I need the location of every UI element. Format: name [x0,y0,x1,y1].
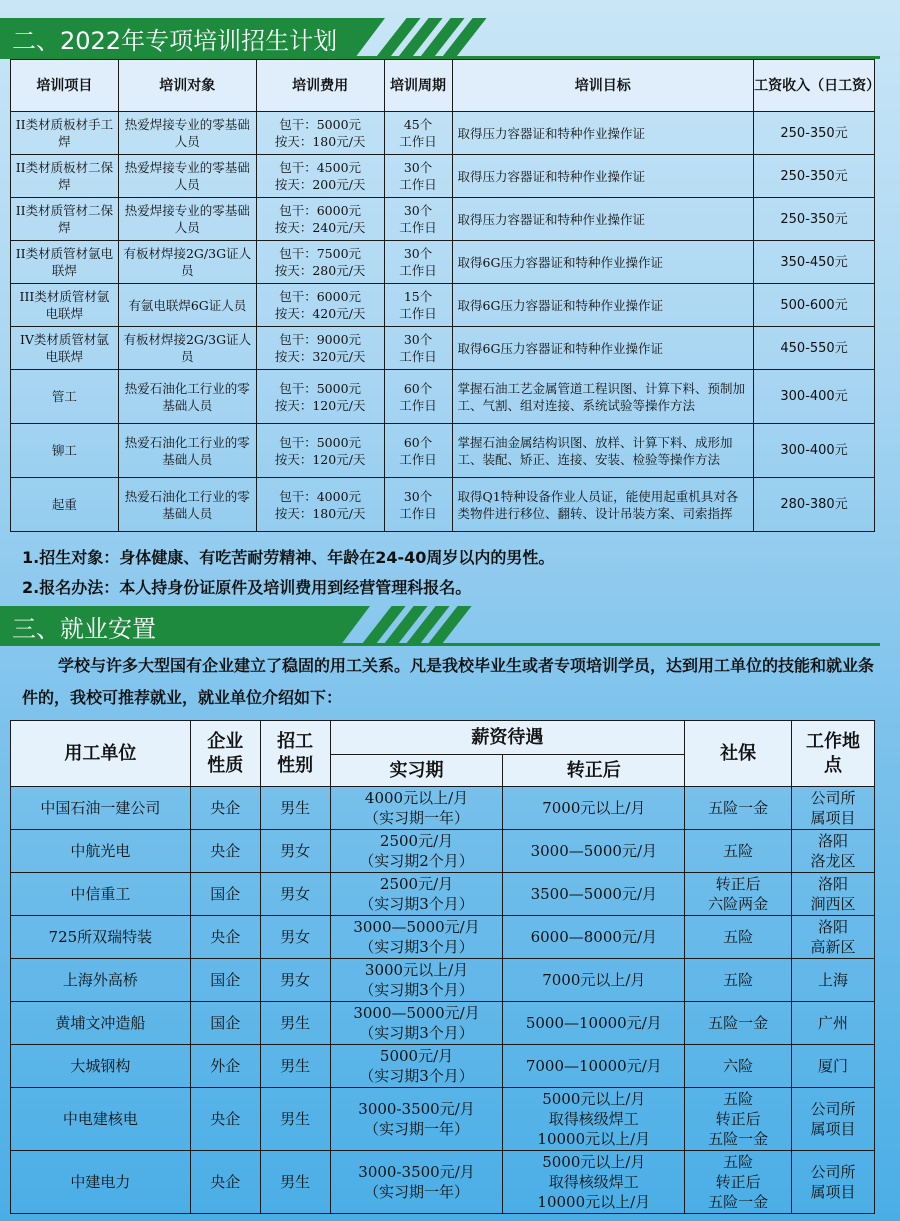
cell-unit: 中航光电 [11,830,191,873]
cell-line: 上海 [818,971,849,989]
cell-line: 工作日 [399,306,437,321]
cell-salary: 500-600元 [754,284,875,327]
cell-line: 五险一金 [708,1130,769,1148]
cell-line: （实习期3个月） [359,1024,474,1042]
cell-line: 工作日 [399,505,437,521]
cell-line: 按天：280元/天 [274,263,366,278]
cell-target: 热爱焊接专业的零基础人员 [118,155,256,198]
cell-line: 工作日 [399,349,437,364]
table-row [11,241,875,284]
cell-project: II类材质管材氩电联焊 [11,241,119,284]
header-project: 培训项目 [11,60,119,112]
cell-line: 工作日 [399,263,437,278]
cell-line: 工作日 [399,451,437,467]
cell-line: 60个 [403,380,433,396]
cell-line: 按天：180元/天 [274,134,366,149]
cell-location [792,1151,875,1214]
cell-nature: 央企 [190,1151,260,1214]
cell-line: （实习期3个月） [359,1067,474,1085]
cell-social [685,1045,792,1088]
cell-salary: 300-400元 [754,424,875,478]
cell-period [384,198,452,241]
cell-goal: 取得6G压力容器证和特种作业操作证 [452,327,754,370]
cell-target: 有板材焊接2G/3G证人员 [118,241,256,284]
cell-intern [330,916,503,959]
cell-regular [503,830,685,873]
cell-line: 洛阳 [818,832,849,850]
cell-regular [503,916,685,959]
section3-header [0,606,464,646]
header-stripes [376,606,464,646]
cell-location [792,1045,875,1088]
cell-period [384,284,452,327]
cell-line: 3000-3500元/月 [358,1100,475,1118]
cell-line: 五险 [723,1153,754,1171]
cell-nature: 央企 [190,1088,260,1151]
cell-project: II类材质板材手工焊 [11,112,119,155]
employment-paragraph: 学校与许多大型国有企业建立了稳固的用工关系。凡是我校毕业生或者专项培训学员，达到用工单位的技能和就业条件的，我校可推荐就业，就业单位介绍如下： [22,656,875,707]
cell-salary: 450-550元 [754,327,875,370]
cell-line: 6000—8000元/月 [530,928,657,946]
cell-period [384,241,452,284]
cell-line: 公司所 [810,1163,856,1181]
cell-period [384,478,452,532]
cell-line: 公司所 [810,789,856,807]
cell-project: II类材质管材二保焊 [11,198,119,241]
training-plan-table [10,59,881,532]
section2-header [0,18,479,58]
header-regular: 转正后 [503,755,685,787]
cell-fee [256,327,384,370]
cell-line: 3000—5000元/月 [353,1004,480,1022]
cell-regular [503,1002,685,1045]
cell-line: 按天：200元/天 [274,177,366,192]
cell-line: 包干：4500元 [279,160,362,175]
cell-line: （实习期一年） [364,1120,470,1138]
cell-intern [330,959,503,1002]
table-row [11,284,875,327]
cell-line: 10000元以上/月 [537,1130,651,1148]
cell-line: 洛阳 [818,875,849,893]
cell-intern [330,1088,503,1151]
cell-intern [330,830,503,873]
cell-intern [330,1151,503,1214]
cell-line: 包干：6000元 [279,203,362,218]
cell-location [792,959,875,1002]
cell-line: （实习期2个月） [359,852,474,870]
table-row [11,370,875,424]
cell-line: 3000—5000元/月 [530,842,657,860]
cell-intern [330,787,503,830]
cell-nature: 国企 [190,1002,260,1045]
cell-line: 广州 [818,1014,849,1032]
header-target: 培训对象 [118,60,256,112]
header-intern: 实习期 [330,755,503,787]
cell-intern [330,1045,503,1088]
cell-line: 五险 [723,842,754,860]
cell-regular [503,787,685,830]
cell-fee [256,284,384,327]
table-row [11,873,875,916]
employment-header-row [11,721,875,755]
cell-goal: 取得压力容器证和特种作业操作证 [452,155,754,198]
cell-nature: 外企 [190,1045,260,1088]
cell-intern [330,1002,503,1045]
cell-intern [330,873,503,916]
cell-line: 五险一金 [708,799,769,817]
cell-gender: 男女 [260,830,330,873]
cell-fee [256,198,384,241]
cell-gender: 男女 [260,916,330,959]
header-period: 培训周期 [384,60,452,112]
cell-social [685,787,792,830]
cell-nature: 国企 [190,959,260,1002]
table-row [11,1088,875,1151]
cell-line: 五险一金 [708,1014,769,1032]
cell-gender: 男生 [260,787,330,830]
table-row [11,478,875,532]
cell-line: 7000元以上/月 [542,971,646,989]
cell-line: 45个 [403,117,433,132]
cell-line: 2500元/月 [379,875,454,893]
cell-line: 五险一金 [708,1193,769,1211]
cell-line: 4000元以上/月 [364,789,469,807]
cell-line: 30个 [403,332,433,347]
cell-regular [503,873,685,916]
cell-nature: 国企 [190,873,260,916]
cell-gender: 男生 [260,1045,330,1088]
cell-goal: 掌握石油金属结构识图、放样、计算下料、成形加工、装配、矫正、连接、安装、检验等操作方法 [452,424,754,478]
cell-line: 30个 [403,160,433,175]
cell-salary: 250-350元 [754,198,875,241]
cell-gender: 男女 [260,959,330,1002]
header-social: 社保 [685,721,792,787]
cell-social [685,959,792,1002]
cell-line: 3000—5000元/月 [353,918,480,936]
cell-line: （实习期3个月） [359,981,474,999]
section3-title: 三、就业安置 [0,606,340,646]
header-nature: 企业性质 [190,721,260,787]
cell-period [384,327,452,370]
cell-salary: 280-380元 [754,478,875,532]
table-row [11,787,875,830]
cell-line: 高新区 [810,938,856,956]
cell-social [685,916,792,959]
cell-unit: 上海外高桥 [11,959,191,1002]
header-fee: 培训费用 [256,60,384,112]
cell-social [685,1002,792,1045]
cell-location [792,1002,875,1045]
cell-line: 五险 [723,971,754,989]
cell-line: 转正后 [715,875,761,893]
cell-line: 包干：7500元 [279,246,362,261]
cell-line: 洛阳 [818,918,849,936]
cell-target: 热爱焊接专业的零基础人员 [118,198,256,241]
header-gender: 招工性别 [260,721,330,787]
table-row [11,327,875,370]
cell-project: IV类材质管材氩电联焊 [11,327,119,370]
note-registration-method: 2.报名办法：本人持身份证原件及培训费用到经营管理科报名。 [22,578,472,597]
cell-line: 六险两金 [708,895,769,913]
cell-line: 2500元/月 [379,832,454,850]
header-location: 工作地点 [792,721,875,787]
cell-goal: 取得6G压力容器证和特种作业操作证 [452,284,754,327]
cell-fee [256,112,384,155]
cell-line: 转正后 [715,1173,761,1191]
cell-line: 包干：4000元 [279,488,362,504]
table-row [11,424,875,478]
cell-social [685,830,792,873]
cell-social [685,873,792,916]
cell-fee [256,241,384,284]
cell-fee [256,424,384,478]
cell-nature: 央企 [190,830,260,873]
cell-line: 五险 [723,928,754,946]
cell-line: 包干：9000元 [279,332,362,347]
table-row [11,198,875,241]
cell-line: 六险 [723,1057,754,1075]
cell-line: （实习期一年） [364,1183,470,1201]
cell-line: 包干：6000元 [279,289,362,304]
table-row [11,155,875,198]
cell-location [792,1088,875,1151]
cell-line: 厦门 [818,1057,849,1075]
cell-project: 起重 [11,478,119,532]
table-row [11,112,875,155]
cell-nature: 央企 [190,787,260,830]
cell-salary: 250-350元 [754,112,875,155]
table-row [11,1045,875,1088]
cell-line: 5000元/月 [379,1047,454,1065]
cell-target: 有氩电联焊6G证人员 [118,284,256,327]
cell-goal: 取得压力容器证和特种作业操作证 [452,198,754,241]
cell-target: 热爱石油化工行业的零基础人员 [118,370,256,424]
cell-gender: 男女 [260,873,330,916]
header-pay: 薪资待遇 [330,721,685,755]
header-stripes [391,18,479,58]
cell-period [384,112,452,155]
table-row [11,916,875,959]
table-row [11,1151,875,1214]
cell-line: 5000—10000元/月 [525,1014,662,1032]
cell-line: 按天：180元/天 [274,505,366,521]
cell-social [685,1151,792,1214]
cell-social [685,1088,792,1151]
cell-line: 3500—5000元/月 [530,885,657,903]
cell-line: 公司所 [810,1100,856,1118]
table-row [11,830,875,873]
table-row [11,959,875,1002]
cell-line: 按天：320元/天 [274,349,366,364]
cell-target: 热爱石油化工行业的零基础人员 [118,478,256,532]
cell-unit: 大城钢构 [11,1045,191,1088]
cell-target: 热爱石油化工行业的零基础人员 [118,424,256,478]
cell-period [384,370,452,424]
cell-unit: 中电建核电 [11,1088,191,1151]
cell-project: II类材质板材二保焊 [11,155,119,198]
cell-line: 工作日 [399,177,437,192]
cell-regular [503,1088,685,1151]
cell-regular [503,1045,685,1088]
cell-line: 按天：240元/天 [274,220,366,235]
cell-line: 包干：5000元 [279,117,362,132]
cell-line: 7000—10000元/月 [525,1057,662,1075]
cell-goal: 掌握石油工艺金属管道工程识图、计算下料、预制加工、气割、组对连接、系统试验等操作方法 [452,370,754,424]
cell-line: （实习期3个月） [359,895,474,913]
cell-salary: 350-450元 [754,241,875,284]
cell-line: 30个 [403,246,433,261]
cell-project: 管工 [11,370,119,424]
cell-line: 取得核级焊工 [548,1173,639,1191]
section3-underline [0,643,880,646]
cell-line: 按天：420元/天 [274,306,366,321]
header-goal: 培训目标 [452,60,754,112]
cell-line: 转正后 [715,1110,761,1128]
cell-line: （实习期一年） [364,809,470,827]
cell-fee [256,370,384,424]
cell-line: 按天：120元/天 [274,451,366,467]
cell-line: 30个 [403,203,433,218]
cell-gender: 男生 [260,1002,330,1045]
cell-goal: 取得6G压力容器证和特种作业操作证 [452,241,754,284]
cell-period [384,155,452,198]
cell-line: 涧西区 [810,895,856,913]
cell-regular [503,1151,685,1214]
cell-project: III类材质管材氩电联焊 [11,284,119,327]
cell-line: 10000元以上/月 [537,1193,651,1211]
cell-fee [256,155,384,198]
cell-line: 5000元以上/月 [542,1090,646,1108]
cell-salary: 250-350元 [754,155,875,198]
note-enrollment-target: 1.招生对象：身体健康、有吃苦耐劳精神、年龄在24-40周岁以内的男性。 [22,548,555,567]
cell-location [792,873,875,916]
cell-line: 3000元以上/月 [364,961,469,979]
cell-unit: 中信重工 [11,873,191,916]
cell-line: 工作日 [399,220,437,235]
cell-line: 60个 [403,434,433,450]
cell-line: 属项目 [810,1183,856,1201]
header-unit: 用工单位 [11,721,191,787]
cell-nature: 央企 [190,916,260,959]
cell-line: 按天：120元/天 [274,397,366,413]
cell-unit: 725所双瑞特装 [11,916,191,959]
cell-line: 15个 [403,289,433,304]
header-salary: 工资收入（日工资） [754,60,875,112]
table-row [11,1002,875,1045]
section2-title: 二、2022年专项培训招生计划 [0,18,355,58]
cell-target: 热爱焊接专业的零基础人员 [118,112,256,155]
training-header-row [11,60,875,112]
cell-project: 铆工 [11,424,119,478]
cell-line: 7000元以上/月 [542,799,646,817]
cell-line: 属项目 [810,1120,856,1138]
cell-period [384,424,452,478]
cell-line: 取得核级焊工 [548,1110,639,1128]
cell-line: 5000元以上/月 [542,1153,646,1171]
cell-line: 30个 [403,488,433,504]
cell-line: 工作日 [399,397,437,413]
cell-line: 3000-3500元/月 [358,1163,475,1181]
cell-salary: 300-400元 [754,370,875,424]
cell-regular [503,959,685,1002]
cell-unit: 中国石油一建公司 [11,787,191,830]
cell-target: 有板材焊接2G/3G证人员 [118,327,256,370]
cell-line: 五险 [723,1090,754,1108]
cell-line: 包干：5000元 [279,380,362,396]
cell-goal: 取得压力容器证和特种作业操作证 [452,112,754,155]
cell-line: 洛龙区 [810,852,856,870]
cell-line: 工作日 [399,134,437,149]
cell-location [792,830,875,873]
cell-gender: 男生 [260,1151,330,1214]
cell-unit: 中建电力 [11,1151,191,1214]
cell-line: 属项目 [810,809,856,827]
employment-table [10,720,875,1214]
cell-fee [256,478,384,532]
cell-line: 包干：5000元 [279,434,362,450]
cell-location [792,787,875,830]
cell-gender: 男生 [260,1088,330,1151]
enrollment-notes [22,543,554,603]
cell-location [792,916,875,959]
cell-goal: 取得Q1特种设备作业人员证，能使用起重机具对各类物件进行移位、翻转、设计吊装方案、司索指挥 [452,478,754,532]
cell-unit: 黄埔文冲造船 [11,1002,191,1045]
cell-line: （实习期3个月） [359,938,474,956]
